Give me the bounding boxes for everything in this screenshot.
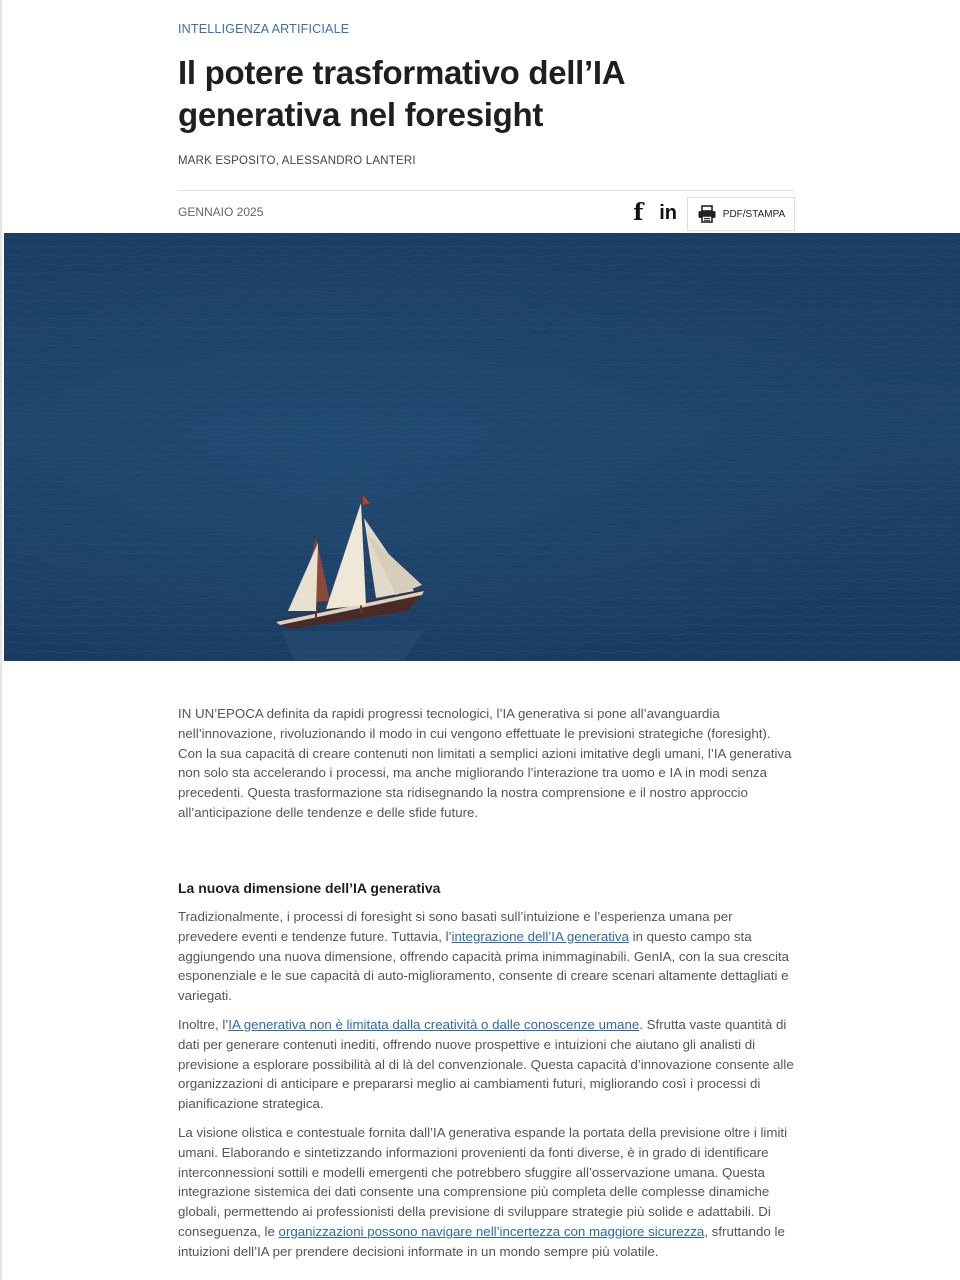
paragraph-text: , sfruttando le intuizioni dell’IA per prendere decisioni informate in un mondo sempre più volatile. (178, 1223, 785, 1259)
article-category[interactable]: INTELLIGENZA ARTIFICIALE (178, 22, 350, 36)
section-heading: La nuova dimensione dell’IA generativa (178, 880, 441, 896)
linkedin-icon[interactable]: in (659, 202, 677, 224)
article-meta-bar (178, 190, 795, 233)
print-label: PDF/STAMPA (722, 208, 786, 220)
facebook-icon[interactable]: f (633, 199, 644, 226)
body-paragraph-3 (178, 1123, 795, 1262)
article-authors[interactable]: MARK ESPOSITO, ALESSANDRO LANTERI (178, 155, 416, 167)
body-paragraph-1 (178, 907, 795, 1006)
hero-image (4, 233, 960, 661)
paragraph-text: Tradizionalmente, i processi di foresight si sono basati sull’intuizione e l’esperienza umana per prevedere eventi e tendenze future. Tuttavia, l’ (178, 909, 733, 944)
paragraph-text: Inoltre, l’ (178, 1017, 229, 1032)
link-integrazione-ia[interactable]: integrazione dell’IA generativa (451, 928, 629, 944)
paragraph-text: . Sfrutta vaste quantità di dati per generare contenuti inediti, offrendo nuove prospettive e intuizioni che aiutano gli analisti di previsione a esplorare possibilità al di là del convenzionale. Questa capacità d’innovazione consente alle organizzazioni di anticipare e prepararsi meglio ai cambiamenti futuri, migliorando così i processi di pianificazione strategica. (178, 1017, 794, 1112)
intro-lead: IN UN’EPOCA (178, 706, 263, 721)
share-links (633, 201, 677, 225)
link-organizzazioni-incertezza[interactable]: organizzazioni possono navigare nell’incertezza con maggiore sicurezza (278, 1223, 705, 1239)
intro-paragraph (178, 704, 795, 823)
paragraph-text: in questo campo sta aggiungendo una nuova dimensione, offrendo capacità prima inimmaginabili. GenIA, con la sua crescita esponenziale e le sue capacità di auto-miglioramento, consente di creare scenari altamente dettagliati e variegati. (178, 928, 790, 1004)
publication-date: GENNAIO 2025 (178, 205, 264, 219)
printer-icon (697, 205, 717, 223)
body-paragraph-2 (178, 1015, 795, 1114)
link-ia-non-limitata[interactable]: IA generativa non è limitata dalla creatività o dalle conoscenze umane (228, 1017, 640, 1032)
article-title: Il potere trasformativo dell’IA generativa nel foresight (178, 54, 625, 133)
paragraph-text: La visione olistica e contestuale fornita dall’IA generativa espande la portata della previsione oltre i limiti umani. Elaborando e sintetizzando informazioni provenienti da fonti diverse, è in grado di identificare interconnessioni sottili e modelli emergenti che potrebbero sfuggire all’osservazione umana. Questa integrazione sistemica dei dati consente una comprensione più completa delle complesse dinamiche globali, permettendo ai professionisti della previsione di sviluppare strategie più solide e adattabili. Di conseguenza, le (178, 1125, 788, 1239)
intro-text: definita da rapidi progressi tecnologici, l’IA generativa si pone all’avanguardia nell’innovazione, rivoluzionando il modo in cui vengono effettuate le previsioni strategiche (foresight). Con la sua capacità di creare contenuti non limitati a semplici azioni imitative degli umani, l’IA generativa non solo sta accelerando i processi, ma anche migliorando l’interazione tra uomo e IA in modi senza precedenti. Questa trasformazione sta ridisegnando la nostra comprensione e il nostro approccio all’anticipazione delle tendenze e delle sfide future. (178, 706, 792, 820)
print-pdf-button[interactable] (687, 197, 795, 231)
